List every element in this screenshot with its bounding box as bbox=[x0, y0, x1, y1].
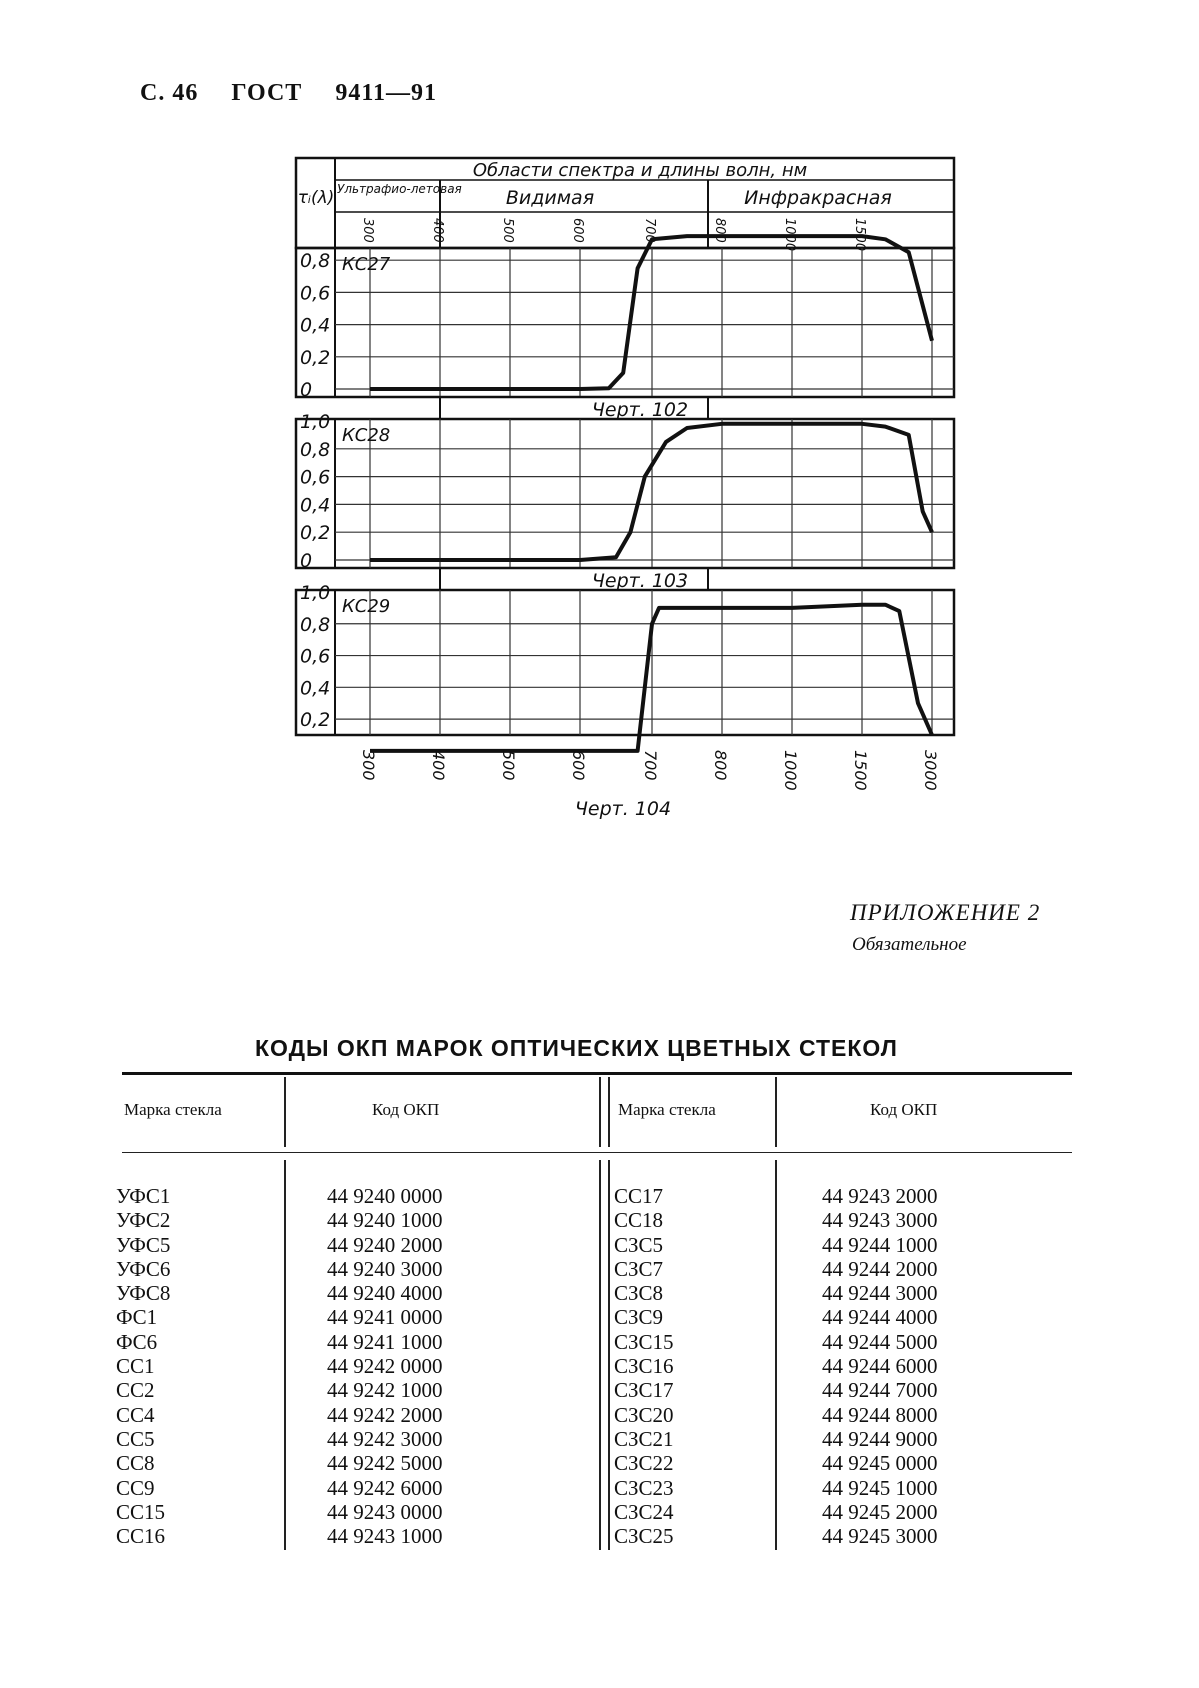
standard-number: 9411—91 bbox=[335, 80, 438, 106]
y-tick-label: 0,8 bbox=[300, 438, 331, 461]
chart-panel-КС27 bbox=[296, 236, 954, 421]
okp-code-cell: 44 9243 1000 bbox=[327, 1524, 443, 1549]
header-code-right: Код ОКП bbox=[870, 1100, 938, 1119]
glass-mark-cell: СЗС15 bbox=[614, 1329, 674, 1354]
chart-panel-КС28 bbox=[296, 411, 954, 592]
okp-code-cell: 44 9241 0000 bbox=[327, 1305, 443, 1330]
okp-code-cell: 44 9242 5000 bbox=[327, 1451, 443, 1476]
x-tick-label: 800 bbox=[711, 750, 730, 781]
y-tick-label: 0,6 bbox=[300, 282, 331, 305]
glass-mark-cell: СЗС7 bbox=[614, 1256, 664, 1281]
standard-name: ГОСТ bbox=[231, 80, 303, 106]
glass-mark-cell: УФС6 bbox=[116, 1256, 171, 1281]
okp-code-cell: 44 9241 1000 bbox=[327, 1329, 443, 1354]
okp-code-cell: 44 9242 6000 bbox=[327, 1475, 443, 1500]
y-tick-label: 0,8 bbox=[300, 613, 331, 636]
okp-code-cell: 44 9242 2000 bbox=[327, 1402, 443, 1427]
okp-code-cell: 44 9244 4000 bbox=[822, 1305, 938, 1330]
glass-mark-cell: УФС2 bbox=[116, 1208, 171, 1233]
okp-code-cell: 44 9242 1000 bbox=[327, 1378, 443, 1403]
y-tick-label: 0,4 bbox=[300, 677, 331, 700]
okp-code-cell: 44 9242 0000 bbox=[327, 1354, 443, 1379]
header-tick-label: 600 bbox=[570, 218, 585, 243]
glass-mark-cell: СС8 bbox=[116, 1451, 155, 1476]
y-tick-label: 0 bbox=[300, 379, 313, 401]
chart-caption: Черт. 102 bbox=[591, 399, 689, 421]
chart-ylabel: τᵢ(λ) bbox=[297, 188, 335, 208]
header-tick-label: 700 bbox=[642, 218, 657, 243]
region-uv bbox=[337, 182, 462, 196]
okp-code-cell: 44 9243 3000 bbox=[822, 1208, 938, 1233]
glass-mark-cell: СС15 bbox=[116, 1499, 166, 1524]
okp-code-cell: 44 9244 9000 bbox=[822, 1426, 938, 1451]
okp-code-cell: 44 9245 1000 bbox=[822, 1475, 938, 1500]
header-tick-label: 500 bbox=[500, 218, 515, 243]
glass-mark-cell: СЗС5 bbox=[614, 1232, 664, 1257]
chart-caption: Черт. 104 bbox=[574, 798, 672, 820]
okp-code-cell: 44 9245 2000 bbox=[822, 1499, 938, 1524]
glass-mark-cell: СС4 bbox=[116, 1402, 155, 1427]
glass-mark-cell: СЗС23 bbox=[614, 1475, 674, 1500]
column-mark-right bbox=[614, 1184, 674, 1548]
glass-mark-cell: СС9 bbox=[116, 1475, 155, 1500]
glass-mark-cell: УФС5 bbox=[116, 1232, 171, 1257]
panel-frame bbox=[296, 419, 954, 568]
y-tick-label: 1,0 bbox=[300, 411, 331, 433]
glass-mark-cell: СЗС9 bbox=[614, 1305, 664, 1330]
header-mark-right: Марка стекла bbox=[618, 1100, 716, 1119]
okp-code-cell: 44 9244 3000 bbox=[822, 1281, 938, 1306]
appendix-title: ПРИЛОЖЕНИЕ 2 bbox=[850, 900, 1041, 925]
x-tick-label: 500 bbox=[499, 750, 518, 781]
glass-mark-cell: СС17 bbox=[614, 1184, 664, 1208]
okp-code-cell: 44 9240 2000 bbox=[327, 1232, 443, 1257]
x-tick-label: 600 bbox=[569, 750, 588, 781]
series-line-КС29 bbox=[370, 605, 932, 751]
x-tick-label: 300 bbox=[359, 750, 378, 781]
column-code-left bbox=[327, 1184, 443, 1548]
okp-code-cell: 44 9243 0000 bbox=[327, 1499, 443, 1524]
header-tick-label: 1500 bbox=[852, 218, 867, 252]
y-tick-label: 0,8 bbox=[300, 250, 331, 273]
glass-mark-cell: УФС8 bbox=[116, 1281, 171, 1306]
glass-mark-cell: СС5 bbox=[116, 1426, 155, 1451]
glass-mark-cell: ФС1 bbox=[116, 1305, 158, 1330]
table-header-rule bbox=[122, 1152, 1072, 1153]
chart-header-title: Области спектра и длины волн, нм bbox=[472, 160, 808, 181]
glass-mark-cell: СЗС25 bbox=[614, 1524, 674, 1549]
table-divider bbox=[284, 1077, 286, 1147]
glass-mark-cell: СС2 bbox=[116, 1378, 155, 1403]
chart-panels bbox=[296, 236, 954, 820]
okp-code-cell: 44 9245 0000 bbox=[822, 1451, 938, 1476]
column-code-right bbox=[822, 1184, 938, 1548]
series-name-label: КС27 bbox=[342, 254, 391, 275]
okp-code-cell: 44 9244 8000 bbox=[822, 1402, 938, 1427]
header-mark-left: Марка стекла bbox=[124, 1100, 222, 1119]
header-tick-label: 400 bbox=[430, 218, 445, 243]
x-tick-label: 700 bbox=[641, 750, 660, 781]
codes-table bbox=[116, 1072, 1072, 1552]
table-top-rule bbox=[122, 1072, 1072, 1075]
codes-table-title: КОДЫ ОКП МАРОК ОПТИЧЕСКИХ ЦВЕТНЫХ СТЕКОЛ bbox=[255, 1035, 898, 1061]
glass-mark-cell: СЗС24 bbox=[614, 1499, 674, 1524]
glass-mark-cell: ФС6 bbox=[116, 1329, 158, 1354]
glass-mark-cell: СЗС16 bbox=[614, 1354, 674, 1379]
okp-code-cell: 44 9244 6000 bbox=[822, 1354, 938, 1379]
glass-mark-cell: СС18 bbox=[614, 1208, 664, 1233]
y-tick-label: 0,2 bbox=[300, 346, 331, 369]
y-tick-label: 0,4 bbox=[300, 314, 331, 337]
table-divider bbox=[775, 1160, 777, 1550]
okp-code-cell: 44 9244 5000 bbox=[822, 1329, 938, 1354]
header-tick-label: 1000 bbox=[782, 218, 797, 252]
glass-mark-cell: УФС1 bbox=[116, 1184, 171, 1208]
glass-mark-cell: СЗС22 bbox=[614, 1451, 674, 1476]
x-tick-label: 400 bbox=[429, 750, 448, 781]
page-number: С. 46 bbox=[140, 80, 199, 106]
glass-mark-cell: СС1 bbox=[116, 1354, 155, 1379]
header-code-left: Код ОКП bbox=[372, 1100, 440, 1119]
series-name-label: КС28 bbox=[342, 425, 391, 446]
table-double-divider bbox=[599, 1077, 610, 1147]
okp-code-cell: 44 9244 7000 bbox=[822, 1378, 938, 1403]
glass-mark-cell: СС16 bbox=[116, 1524, 166, 1549]
okp-code-cell: 44 9244 1000 bbox=[822, 1232, 938, 1257]
okp-code-cell: 44 9244 2000 bbox=[822, 1256, 938, 1281]
series-name-label: КС29 bbox=[342, 596, 391, 617]
x-tick-label: 3000 bbox=[921, 750, 940, 791]
okp-code-cell: 44 9240 4000 bbox=[327, 1281, 443, 1306]
okp-code-cell: 44 9240 0000 bbox=[327, 1184, 443, 1208]
y-tick-label: 0,2 bbox=[300, 709, 331, 732]
region-infrared: Инфракрасная bbox=[744, 187, 892, 209]
series-line-КС28 bbox=[370, 424, 932, 560]
table-divider bbox=[284, 1160, 286, 1550]
panel-frame bbox=[296, 590, 954, 735]
y-tick-label: 0,6 bbox=[300, 466, 331, 489]
y-tick-label: 0,4 bbox=[300, 494, 331, 517]
glass-mark-cell: СЗС8 bbox=[614, 1281, 664, 1306]
y-tick-label: 0,2 bbox=[300, 522, 331, 545]
glass-mark-cell: СЗС21 bbox=[614, 1426, 674, 1451]
chart-panel-КС29 bbox=[296, 582, 954, 820]
y-tick-label: 1,0 bbox=[300, 582, 331, 604]
region-uv-label: Ультрафио-летовая bbox=[337, 182, 462, 196]
glass-mark-cell: СЗС20 bbox=[614, 1402, 674, 1427]
okp-code-cell: 44 9240 3000 bbox=[327, 1256, 443, 1281]
y-tick-label: 0,6 bbox=[300, 645, 331, 668]
header-tick-label: 800 bbox=[712, 218, 727, 243]
x-tick-label: 1500 bbox=[851, 750, 870, 791]
okp-code-cell: 44 9243 2000 bbox=[822, 1184, 938, 1208]
glass-mark-cell: СЗС17 bbox=[614, 1378, 674, 1403]
column-mark-left bbox=[116, 1184, 170, 1548]
table-divider bbox=[775, 1077, 777, 1147]
okp-code-cell: 44 9242 3000 bbox=[327, 1426, 443, 1451]
x-tick-label: 1000 bbox=[781, 750, 800, 791]
chart-caption: Черт. 103 bbox=[591, 570, 689, 592]
table-double-divider bbox=[599, 1160, 610, 1550]
okp-code-cell: 44 9245 3000 bbox=[822, 1524, 938, 1549]
okp-code-cell: 44 9240 1000 bbox=[327, 1208, 443, 1233]
series-line-КС27 bbox=[370, 236, 932, 389]
panel-frame bbox=[296, 248, 954, 397]
appendix-subtitle: Обязательное bbox=[852, 934, 967, 955]
region-visible: Видимая bbox=[505, 187, 595, 209]
header-tick-label: 300 bbox=[360, 218, 375, 243]
y-tick-label: 0 bbox=[300, 550, 313, 572]
